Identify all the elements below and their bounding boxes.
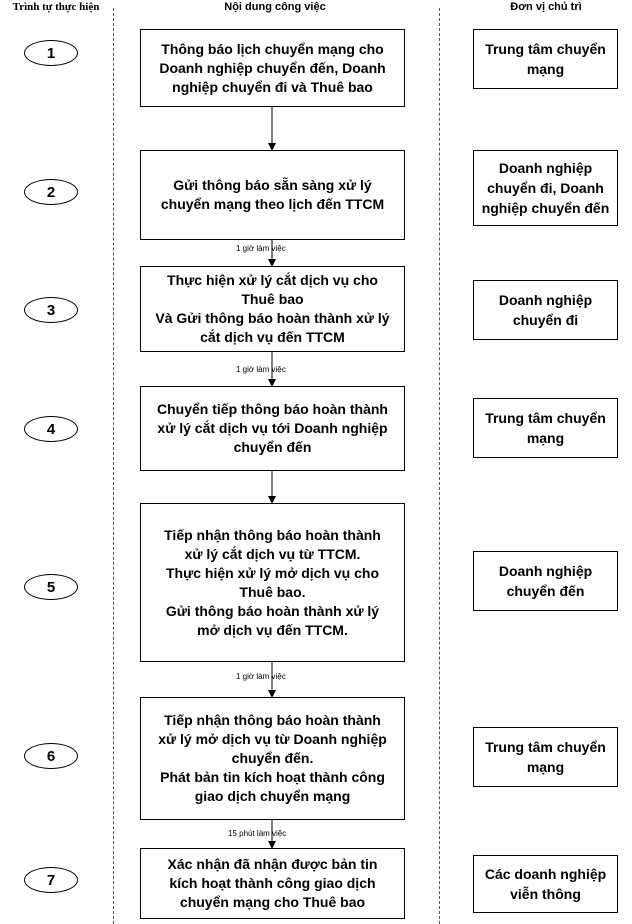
step-2-unit-box <box>473 150 618 226</box>
step-4-number: 4 <box>24 416 78 442</box>
step-5-unit: Doanh nghiệp chuyển đến <box>498 563 593 599</box>
step-5-content: Tiếp nhận thông báo hoàn thành xử lý cắt dịch vụ từ TTCM. Thực hiện xử lý mở dịch vụ cho Thuê bao. Gửi thông báo hoàn thành xử lý mở dịch vụ đến TTCM. <box>164 526 381 638</box>
step-4-content-box <box>140 386 405 471</box>
step-7-unit: Các doanh nghiệp viễn thông <box>484 866 607 902</box>
step-1-content-box <box>140 29 405 107</box>
step-1-unit: Trung tâm chuyển mạng <box>485 41 606 77</box>
header-sequence: Trình tự thực hiện <box>12 1 100 13</box>
step-1-number: 1 <box>24 40 78 66</box>
step-6-unit-box <box>473 727 618 787</box>
step-2-unit: Doanh nghiệp chuyển đi, Doanh nghiệp chuyển đến <box>481 160 610 216</box>
step-1-content: Thông báo lịch chuyển mạng cho Doanh nghiệp chuyển đến, Doanh nghiệp chuyển đi và Thuê bao <box>159 40 386 95</box>
duration-label-6-7: 15 phút làm việc <box>228 829 287 838</box>
step-3-content: Thực hiện xử lý cắt dịch vụ cho Thuê bao Và Gửi thông báo hoàn thành xử lý cắt dịch vụ đến TTCM <box>155 272 390 345</box>
step-7-unit-box <box>473 855 618 913</box>
step-6-unit: Trung tâm chuyển mạng <box>485 739 606 775</box>
step-6-content-box <box>140 697 405 820</box>
step-5-content-box <box>140 503 405 662</box>
step-1-unit-box <box>473 29 618 89</box>
step-3-number: 3 <box>24 297 78 323</box>
duration-label-3-4: 1 giờ làm việc <box>236 365 286 374</box>
step-2-content: Gửi thông báo sẵn sàng xử lý chuyển mạng theo lịch đến TTCM <box>160 177 385 212</box>
step-4-unit: Trung tâm chuyển mạng <box>485 410 606 446</box>
duration-label-5-6: 1 giờ làm việc <box>236 672 286 681</box>
step-7-number: 7 <box>24 867 78 893</box>
header-unit: Đơn vị chủ trì <box>510 1 582 13</box>
step-4-unit-box <box>473 398 618 458</box>
step-7-content: Xác nhận đã nhận được bản tin kích hoạt thành công giao dịch chuyển mạng cho Thuê bao <box>167 856 378 910</box>
step-5-unit-box <box>473 551 618 611</box>
step-5-number: 5 <box>24 574 78 600</box>
step-3-unit: Doanh nghiệp chuyển đi <box>498 292 593 328</box>
step-3-content-box <box>140 266 405 352</box>
step-6-number: 6 <box>24 743 78 769</box>
step-2-number: 2 <box>24 179 78 205</box>
step-6-content: Tiếp nhận thông báo hoàn thành xử lý mở dịch vụ từ Doanh nghiệp chuyển đến. Phát bản tin kích hoạt thành công giao dịch chuyển mạng <box>158 712 387 804</box>
step-2-content-box <box>140 150 405 240</box>
duration-label-2-3: 1 giờ làm việc <box>236 244 286 253</box>
header-content: Nội dung công việc <box>224 1 326 13</box>
step-4-content: Chuyển tiếp thông báo hoàn thành xử lý cắt dịch vụ tới Doanh nghiệp chuyển đến <box>157 401 388 455</box>
step-7-content-box <box>140 848 405 919</box>
step-3-unit-box <box>473 280 618 340</box>
